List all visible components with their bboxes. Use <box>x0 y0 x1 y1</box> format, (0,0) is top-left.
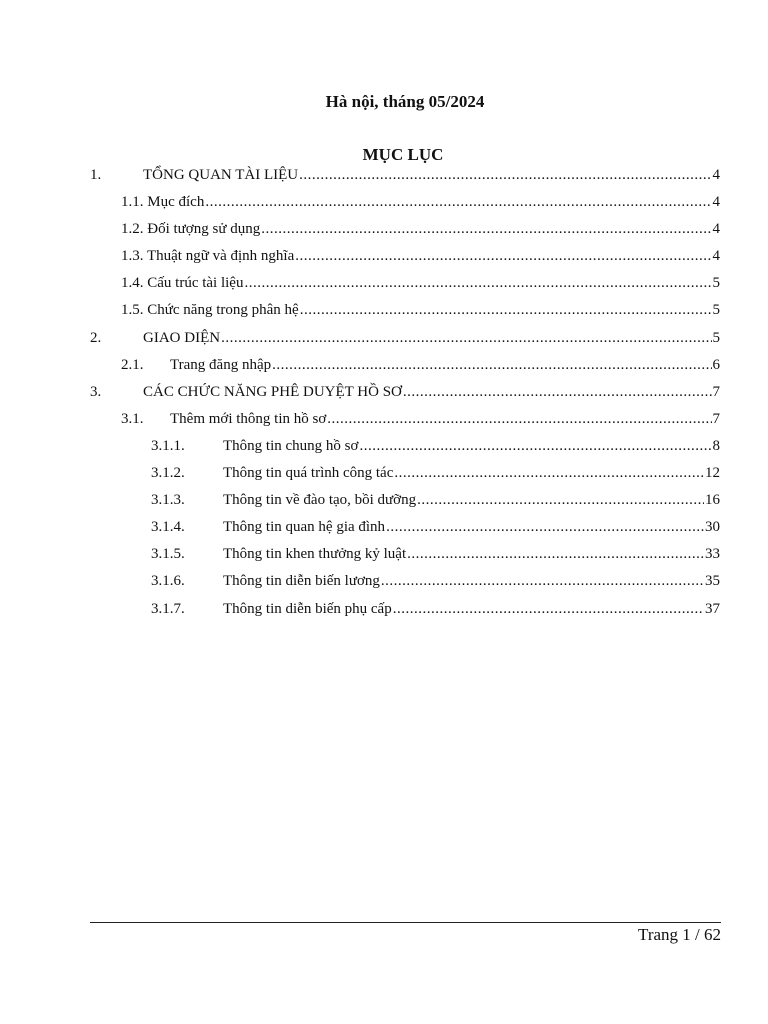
toc-leader-dots <box>381 570 704 592</box>
toc-leader-dots <box>261 218 711 240</box>
toc-title: MỤC LỤC <box>362 145 444 164</box>
toc-entry[interactable] <box>90 543 720 570</box>
toc-entry-page: 30 <box>705 519 720 536</box>
toc-entry[interactable] <box>90 327 720 354</box>
toc-entry-title[interactable]: Thêm mới thông tin hồ sơ <box>170 410 327 427</box>
toc-leader-dots <box>295 245 711 267</box>
toc-leader-dots <box>299 164 711 186</box>
toc-entry[interactable] <box>90 462 720 489</box>
toc-entry-title[interactable]: Thông tin diễn biến phụ cấp <box>223 600 392 617</box>
toc-leader-dots <box>417 489 704 511</box>
toc-entry-title[interactable]: Thông tin chung hồ sơ <box>223 437 359 454</box>
table-of-contents <box>90 164 720 625</box>
toc-entry-page: 5 <box>712 302 720 319</box>
toc-entry-page: 33 <box>705 546 720 563</box>
toc-entry-number: 2. <box>90 329 102 346</box>
toc-entry[interactable] <box>90 435 720 462</box>
toc-entry-page: 4 <box>712 194 720 211</box>
toc-entry[interactable] <box>90 516 720 543</box>
toc-leader-dots <box>393 598 704 620</box>
toc-entry[interactable] <box>90 381 720 408</box>
toc-entry[interactable] <box>90 191 720 218</box>
toc-entry-title[interactable]: Trang đăng nhập <box>170 356 272 373</box>
toc-leader-dots <box>327 408 711 430</box>
toc-entry-title[interactable]: Thông tin quan hệ gia đình <box>223 519 386 536</box>
toc-leader-dots <box>272 354 711 376</box>
toc-entry-number: 3.1.4. <box>151 519 185 536</box>
toc-entry-title[interactable]: 1.5. Chức năng trong phân hệ <box>121 302 299 319</box>
toc-entry-title[interactable]: Thông tin quá trình công tác <box>223 465 394 482</box>
toc-entry-number: 3.1.3. <box>151 492 185 509</box>
toc-leader-dots <box>394 462 704 484</box>
toc-leader-dots <box>407 543 704 565</box>
toc-entry-page: 7 <box>712 383 720 400</box>
toc-entry-page: 35 <box>705 573 720 590</box>
toc-entry-page: 5 <box>712 275 720 292</box>
toc-entry-page: 7 <box>712 410 720 427</box>
toc-entry-number: 1. <box>90 167 102 183</box>
toc-entry-number: 3. <box>90 383 102 400</box>
toc-entry-number: 2.1. <box>121 356 144 373</box>
page-number: Trang 1 / 62 <box>638 925 721 944</box>
toc-entry-number: 3.1.1. <box>151 437 185 454</box>
toc-leader-dots <box>221 327 711 349</box>
toc-entry-number: 3.1.7. <box>151 600 185 617</box>
toc-entry-number: 3.1. <box>121 410 144 427</box>
toc-entry-title[interactable]: Thông tin khen thưởng kỷ luật <box>223 546 407 563</box>
toc-entry-page: 4 <box>712 248 720 265</box>
toc-entry-page: 4 <box>712 167 720 183</box>
toc-entry-page: 37 <box>705 600 720 617</box>
toc-entry-title[interactable]: 1.1. Mục đích <box>121 194 205 211</box>
toc-entry[interactable] <box>90 218 720 245</box>
toc-entry-title[interactable]: CÁC CHỨC NĂNG PHÊ DUYỆT HỒ SƠ <box>143 383 402 400</box>
toc-leader-dots <box>300 299 712 321</box>
toc-entry[interactable] <box>90 570 720 597</box>
toc-leader-dots <box>244 272 711 294</box>
toc-entry-title[interactable]: GIAO DIỆN <box>143 329 221 346</box>
toc-leader-dots <box>359 435 711 457</box>
toc-leader-dots <box>403 381 712 403</box>
toc-entry-title[interactable]: Thông tin diễn biến lương <box>223 573 380 590</box>
toc-leader-dots <box>205 191 711 213</box>
toc-entry-number: 3.1.5. <box>151 546 185 563</box>
toc-entry-page: 16 <box>705 492 720 509</box>
toc-entry-page: 8 <box>712 437 720 454</box>
footer-divider <box>90 922 721 923</box>
toc-entry-title[interactable]: 1.3. Thuật ngữ và định nghĩa <box>121 248 295 265</box>
toc-entry[interactable] <box>90 489 720 516</box>
toc-entry-page: 4 <box>712 221 720 238</box>
toc-entry-page: 6 <box>712 356 720 373</box>
toc-leader-dots <box>386 516 704 538</box>
toc-entry[interactable] <box>90 299 720 326</box>
toc-entry[interactable] <box>90 245 720 272</box>
toc-entry-title[interactable]: TỔNG QUAN TÀI LIỆU <box>143 167 299 183</box>
toc-entry[interactable] <box>90 408 720 435</box>
toc-entry-title[interactable]: 1.2. Đối tượng sử dụng <box>121 221 261 238</box>
toc-entry-title[interactable]: 1.4. Cấu trúc tài liệu <box>121 275 244 292</box>
toc-entry[interactable] <box>90 272 720 299</box>
toc-entry[interactable] <box>90 164 720 191</box>
toc-entry-page: 5 <box>712 329 720 346</box>
toc-entry-number: 3.1.2. <box>151 465 185 482</box>
toc-entry[interactable] <box>90 598 720 625</box>
toc-entry-page: 12 <box>705 465 720 482</box>
date-heading: Hà nội, tháng 05/2024 <box>325 92 485 111</box>
toc-entry-title[interactable]: Thông tin về đào tạo, bồi dưỡng <box>223 492 417 509</box>
toc-entry-number: 3.1.6. <box>151 573 185 590</box>
toc-entry[interactable] <box>90 354 720 381</box>
